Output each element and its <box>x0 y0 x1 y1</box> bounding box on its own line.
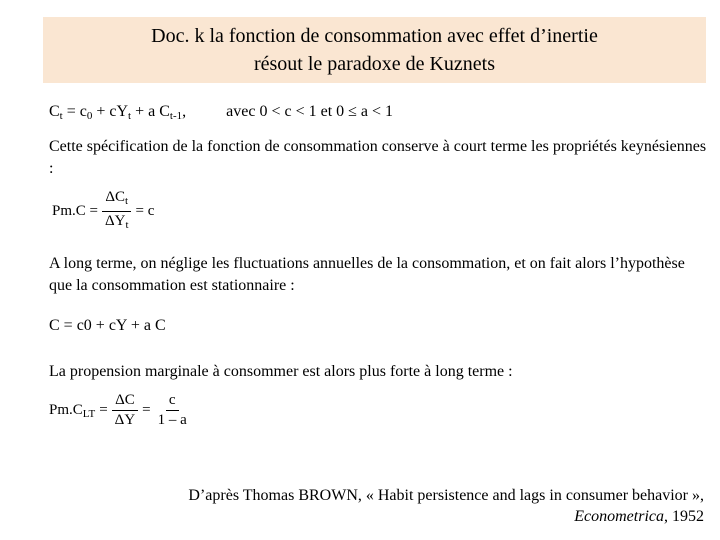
eq-ac: + a C <box>131 103 170 120</box>
source-journal: Econometrica <box>574 508 664 525</box>
source-year: , 1952 <box>664 508 704 525</box>
formula2-numerator: ΔC <box>112 392 138 411</box>
source-line-2 <box>188 506 704 527</box>
paragraph-short-term: Cette spécification de la fonction de consommation conserve à court terme les propriétés keynésiennes : <box>49 138 707 177</box>
formula2-denominator-2: 1 – a <box>157 412 187 428</box>
source-line-1: D’après Thomas BROWN, « Habit persistence and lags in consumer behavior », <box>188 487 704 504</box>
eq-c0-sub: 0 <box>86 110 93 122</box>
long-term-formula <box>49 392 194 429</box>
eq-ac-sub: t-1 <box>169 110 183 122</box>
paragraph-propensity: La propension marginale à consommer est alors plus forte à long terme : <box>49 363 513 380</box>
source-citation <box>188 485 704 527</box>
formula2-denominator: ΔY <box>114 412 136 428</box>
short-term-formula <box>52 189 154 234</box>
eq-comma: , <box>182 103 187 120</box>
formula2-equals: = <box>99 402 108 418</box>
formula2-fraction-2 <box>155 392 190 429</box>
formula2-equals-2: = <box>142 402 151 418</box>
formula1-denominator-sub: t <box>125 219 129 231</box>
formula2-label: Pm.C <box>49 401 83 418</box>
formula1-label: Pm.C = <box>52 203 98 219</box>
paragraph-long-term: A long terme, on néglige les fluctuations annuelles de la consommation, et on fait alors l’hypothèse que la consommation est stationnaire : <box>49 255 685 294</box>
eq-c-sub: t <box>59 110 63 122</box>
title-line-1: Doc. k la fonction de consommation avec effet d’inertie <box>151 25 598 47</box>
eq-c0: = c <box>62 103 87 120</box>
formula1-result: = c <box>135 203 155 219</box>
title-box <box>43 17 706 83</box>
formula1-fraction <box>102 189 132 234</box>
formula1-denominator: ΔY <box>104 213 126 229</box>
title-line-2: résout le paradoxe de Kuznets <box>253 53 495 75</box>
eq-cy: + cY <box>92 103 129 120</box>
formula2-fraction-1 <box>112 392 138 429</box>
formula1-numerator: ΔC <box>105 189 126 205</box>
eq-c: C <box>49 103 60 120</box>
formula2-numerator-2: c <box>166 392 179 411</box>
consumption-equation <box>49 103 393 122</box>
eq-conditions: avec 0 < c < 1 et 0 ≤ a < 1 <box>226 103 394 120</box>
formula2-label-sub: LT <box>82 407 96 420</box>
formula1-numerator-sub: t <box>125 195 129 207</box>
eq-y-sub: t <box>128 110 132 122</box>
stationary-equation: C = c0 + cY + a C <box>49 317 166 334</box>
